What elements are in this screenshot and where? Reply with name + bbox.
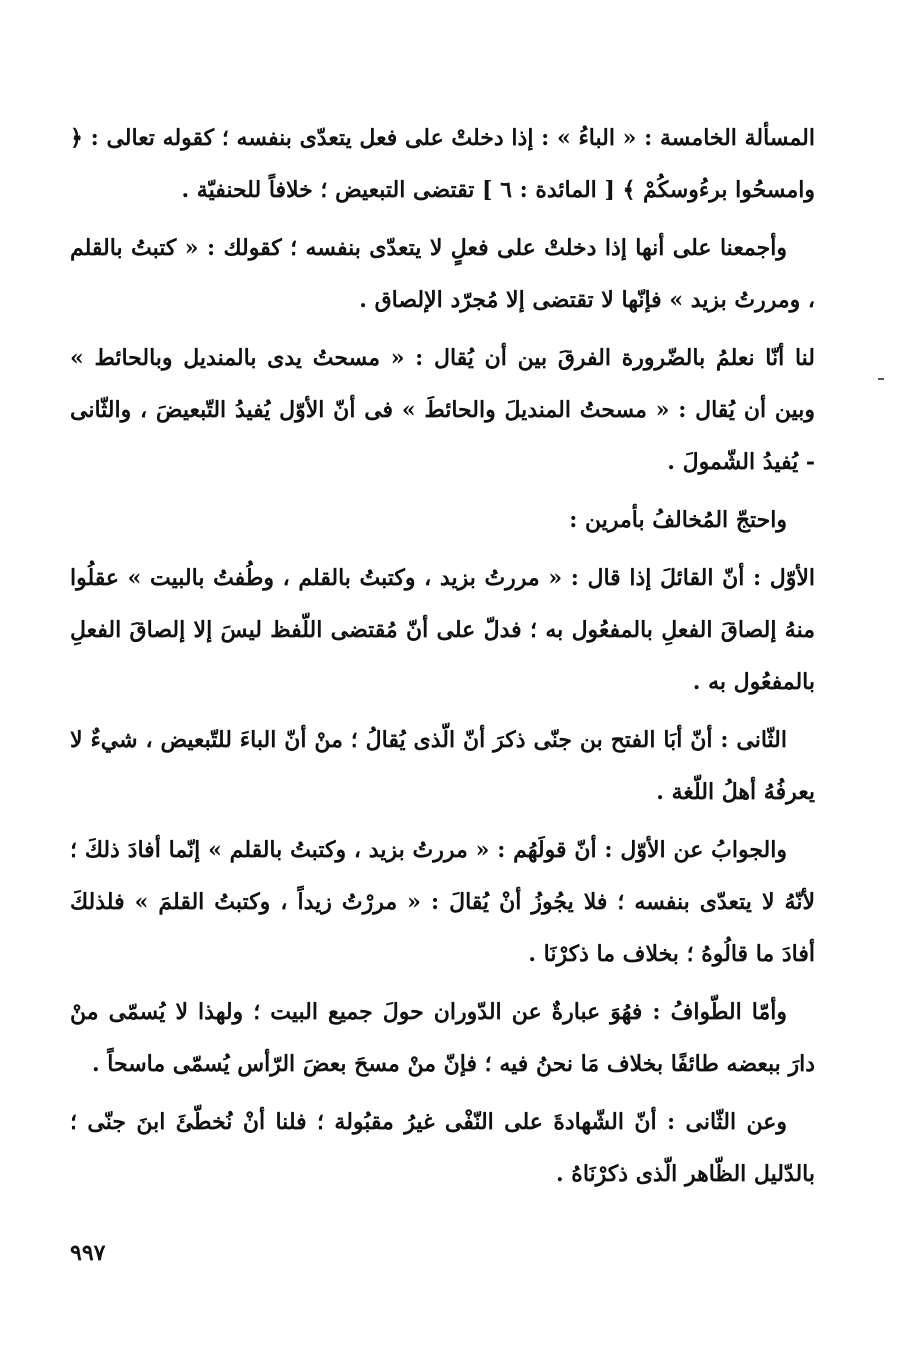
paragraph-reply-second: وعن الثّانى : أنّ الشّهادةَ على النّفْى غيرُ مقبُولة ؛ فلنا أنْ نُخطّئَ ابنَ جنّى ؛ بالدّليل الظّاهر الّذى ذكرْنَاهُ . [70,1109,815,1187]
margin-mark [878,378,884,380]
paragraph-issue-five: المسألة الخامسة : « الباءُ » : إذا دخلتْ على فعل يتعدّى بنفسه ؛ كقوله تعالى : ﴿ وامسحُوا برءُوسكُمْ ﴾ [ المائدة : ٦ ] تقتضى التبعيض ؛ خلافاً للحنفيّة . [70,125,815,203]
paragraph-consensus: وأجمعنا على أنها إذا دخلتْ على فعلٍ لا يتعدّى بنفسه ؛ كقولك : « كتبتُ بالقلم ، ومررتُ بزيد » فإنّها لا تقتضى إلا مُجرّد الإلصاق . [70,235,815,313]
paragraph-first-argument: الأوّل : أنّ القائلَ إذا قال : « مررتُ بزيد ، وكتبتُ بالقلم ، وطُفتُ بالبيت » عقلُوا منهُ إلصاقَ الفعلِ بالمفعُول به ؛ فدلّ على أنّ مُقتضى اللّفظ ليسَ إلا إلصاقَ الفعلِ بالمفعُول به . [70,565,815,695]
paragraph-tawaf: وأمّا الطّوافُ : فهُوَ عبارةٌ عن الدّوران حولَ جميع البيت ؛ ولهذا لا يُسمّى منْ دارَ ببعضه طائفًا بخلاف مَا نحنُ فيه ؛ فإنّ منْ مسحَ بعضَ الرّأس يُسمّى ماسحاً . [70,999,815,1077]
paragraph-second-argument: الثّانى : أنّ أبَا الفتح بن جنّى ذكرَ أنّ الّذى يُقالُ ؛ منْ أنّ الباءَ للتّبعيض ، شيءٌ لا يعرفُهُ أهلُ اللّغة . [70,727,815,805]
paragraph-our-argument: لنا أنّا نعلمُ بالضّرورة الفرقَ بين أن يُقال : « مسحتُ يدى بالمنديل وبالحائط » وبين أن يُقال : « مسحتُ المنديلَ والحائطَ » فى أنّ الأوّل يُفيدُ التّبعيضَ ، والثّانى - يُفيدُ الشّمولَ . [70,345,815,475]
paragraph-opponent-intro: واحتجّ المُخالفُ بأمرين : [569,507,787,533]
paragraph-reply-first: والجوابُ عن الأوّل : أنّ قولَهُم : « مررتُ بزيد ، وكتبتُ بالقلم » إنّما أفادَ ذلكَ ؛ لأنّهُ لا يتعدّى بنفسه ؛ فلا يجُوزُ أنْ يُقالَ : « مررْتُ زيداً ، وكتبتُ القلمَ » فلذلكَ أفادَ ما قالُوهُ ؛ بخلاف ما ذكرْنَا . [70,837,815,967]
body-text [70,112,815,1206]
page-number: ٩٩٧ [70,1240,106,1266]
